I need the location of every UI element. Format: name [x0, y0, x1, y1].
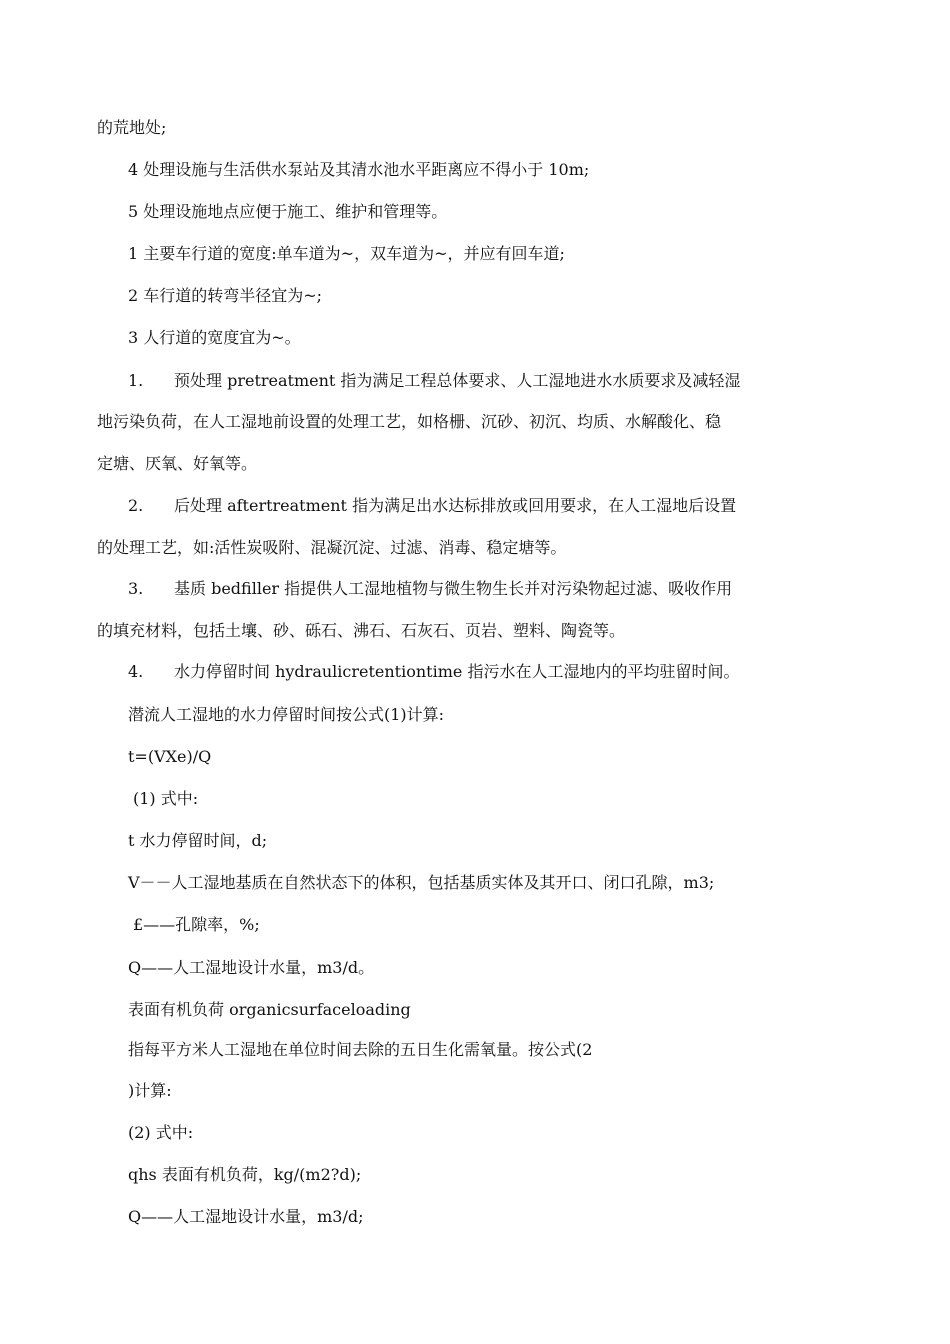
text-line: )计算:: [128, 1081, 172, 1100]
text-line: 表面有机负荷 organicsurfaceloading: [128, 1000, 411, 1019]
text-line: Q——人工湿地设计水量，m3/d;: [128, 1207, 364, 1226]
text-line: 定塘、厌氧、好氧等。: [97, 454, 258, 473]
text-line: 2 车行道的转弯半径宜为~;: [128, 286, 323, 305]
text-line: 的填充材料，包括土壤、砂、砾石、沸石、石灰石、页岩、塑料、陶瓷等。: [97, 621, 626, 640]
text-line: 的处理工艺，如:活性炭吸附、混凝沉淀、过滤、消毒、稳定塘等。: [97, 538, 567, 557]
text-line: V－－人工湿地基质在自然状态下的体积，包括基质实体及其开口、闭口孔隙，m3;: [128, 873, 715, 892]
text-line: 4 处理设施与生活供水泵站及其清水池水平距离应不得小于 10m;: [128, 160, 590, 179]
text-line: (1) 式中:: [133, 789, 199, 808]
text-line: t 水力停留时间，d;: [128, 831, 268, 850]
list-number: 1.: [128, 371, 144, 390]
list-number: 2.: [128, 496, 144, 515]
text-line: 预处理 pretreatment 指为满足工程总体要求、人工湿地进水水质要求及减轻湿: [174, 371, 741, 390]
text-line: qhs 表面有机负荷，kg/(m2?d);: [128, 1165, 362, 1184]
list-number: 4.: [128, 662, 144, 681]
text-line: £——孔隙率，%;: [133, 915, 260, 934]
text-line: 地污染负荷，在人工湿地前设置的处理工艺，如格栅、沉砂、初沉、均质、水解酸化、稳: [97, 412, 722, 431]
list-item-2: [128, 495, 736, 517]
text-line: (2) 式中:: [128, 1123, 194, 1142]
text-line: 指每平方米人工湿地在单位时间去除的五日生化需氧量。按公式(2: [128, 1040, 593, 1059]
text-line: 5 处理设施地点应便于施工、维护和管理等。: [128, 202, 448, 221]
list-item-1: [128, 370, 740, 392]
text-line: 1 主要车行道的宽度:单车道为~，双车道为~，并应有回车道;: [128, 244, 565, 263]
text-line: 的荒地处;: [97, 118, 167, 137]
list-number: 3.: [128, 579, 144, 598]
text-line: 3 人行道的宽度宜为~。: [128, 328, 301, 347]
list-item-4: [128, 661, 739, 683]
text-line: Q——人工湿地设计水量，m3/d。: [128, 958, 375, 977]
list-item-3: [128, 578, 732, 600]
text-line: 潜流人工湿地的水力停留时间按公式(1)计算:: [128, 705, 445, 724]
text-line: 水力停留时间 hydraulicretentiontime 指污水在人工湿地内的平均驻留时间。: [174, 662, 740, 681]
text-line: 基质 bedfiller 指提供人工湿地植物与微生物生长并对污染物起过滤、吸收作用: [174, 579, 733, 598]
text-line: 后处理 aftertreatment 指为满足出水达标排放或回用要求，在人工湿地后设置: [174, 496, 737, 515]
formula-1: t=(VXe)/Q: [128, 747, 212, 766]
